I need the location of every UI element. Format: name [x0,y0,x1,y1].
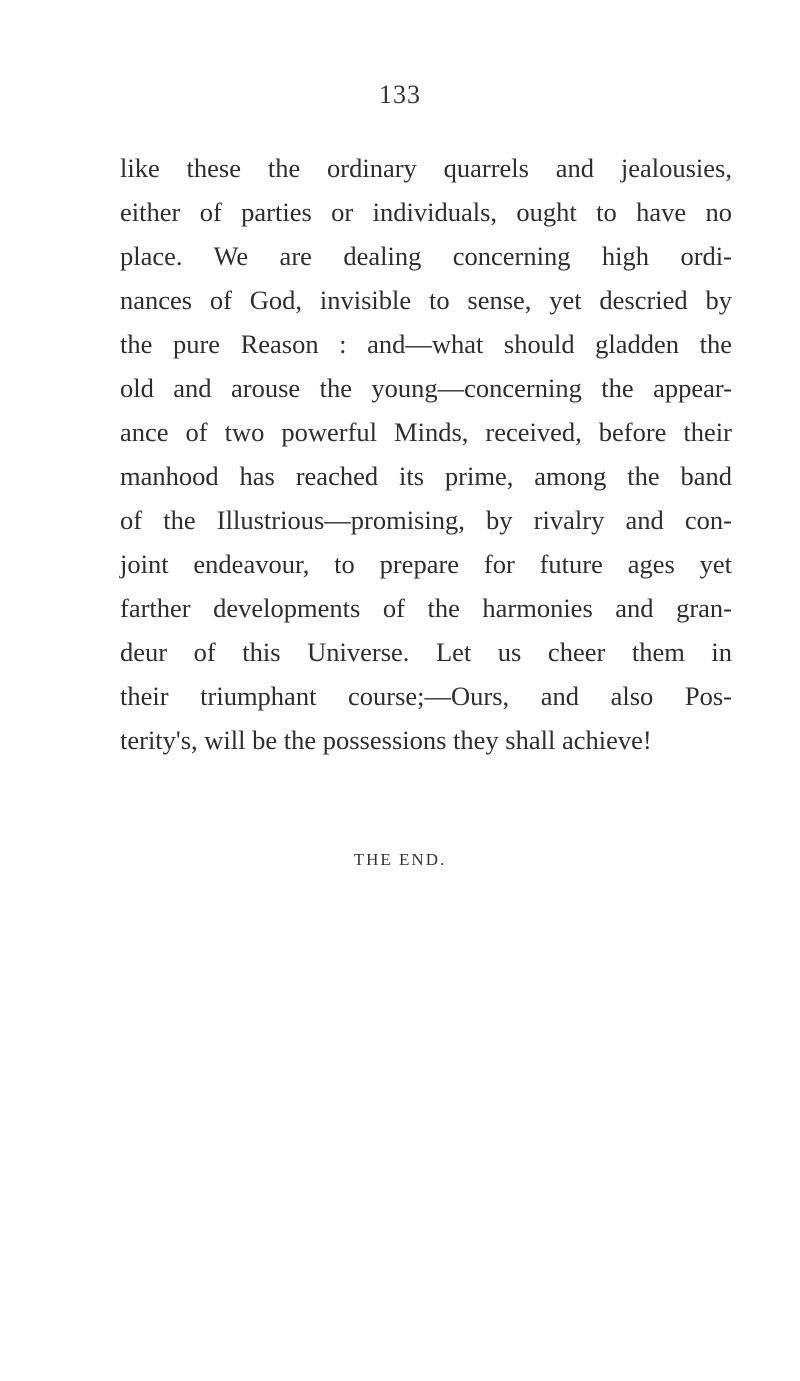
text-line: nances of God, invisible to sense, yet descried by [120,285,732,315]
text-line: old and arouse the young—concerning the appear- [120,373,732,403]
body-text [120,146,732,762]
text-line: terity's, will be the possessions they shall achieve! [120,725,652,755]
text-line: manhood has reached its prime, among the band [120,461,732,491]
text-line: either of parties or individuals, ought to have no [120,197,732,227]
text-line: like these the ordinary quarrels and jealousies, [120,153,732,183]
text-line: joint endeavour, to prepare for future ages yet [120,549,732,579]
text-line: place. We are dealing concerning high ordi- [120,241,732,271]
text-line: deur of this Universe. Let us cheer them in [120,637,732,667]
page-number: 133 [379,80,421,109]
text-line: their triumphant course;—Ours, and also Pos- [120,681,732,711]
text-line: of the Illustrious—promising, by rivalry and con- [120,505,732,535]
text-line: the pure Reason : and—what should gladden the [120,329,732,359]
the-end-label: THE END. [353,850,447,869]
text-line: ance of two powerful Minds, received, before their [120,417,732,447]
text-line: farther developments of the harmonies and gran- [120,593,732,623]
